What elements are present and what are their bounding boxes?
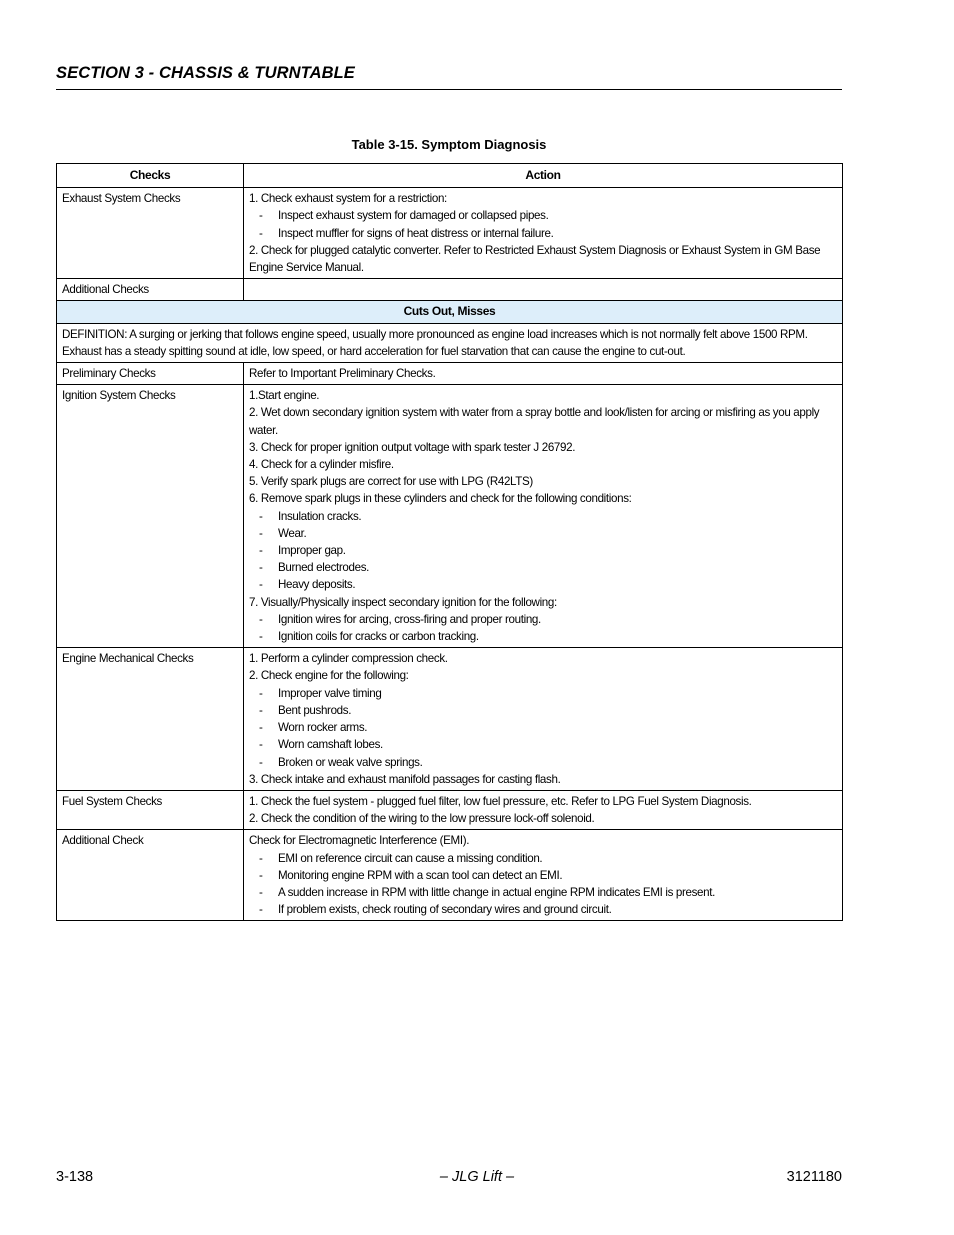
action-subitem: - Improper valve timing	[249, 685, 837, 702]
footer-page-number: 3-138	[56, 1169, 94, 1185]
table-row	[57, 279, 843, 301]
action-step: 2. Check for plugged catalytic converter. Refer to Restricted Exhaust System Diagnosis or Exhaust System in GM Base Engine Service Manual.	[249, 243, 821, 275]
action-subitem: - Heavy deposits.	[249, 576, 837, 593]
section-rule	[56, 89, 842, 90]
action-subitem: - Ignition coils for cracks or carbon tracking.	[249, 628, 837, 645]
check-cell: Exhaust System Checks	[57, 188, 244, 279]
action-subitem: - Burned electrodes.	[249, 559, 837, 576]
action-subitem: - Monitoring engine RPM with a scan tool can detect an EMI.	[249, 867, 837, 884]
section-header: SECTION 3 - CHASSIS & TURNTABLE	[56, 64, 355, 82]
action-subitem: - Inspect muffler for signs of heat distress or internal failure.	[249, 225, 837, 242]
action-subitem: - Worn rocker arms.	[249, 719, 837, 736]
check-cell: Additional Checks	[57, 279, 244, 301]
action-subitem: - A sudden increase in RPM with little change in actual engine RPM indicates EMI is present.	[249, 884, 837, 901]
table-row	[57, 188, 843, 279]
table-body-top	[57, 188, 843, 301]
action-cell	[244, 188, 843, 279]
action-step: 3. Check intake and exhaust manifold passages for casting flash.	[249, 772, 561, 786]
action-step: 2. Check engine for the following:	[249, 669, 409, 683]
action-step: 3. Check for proper ignition output voltage with spark tester J 26792.	[249, 440, 576, 454]
action-subitem: - If problem exists, check routing of secondary wires and ground circuit.	[249, 901, 837, 918]
action-subitem: - Insulation cracks.	[249, 508, 837, 525]
definition-text: DEFINITION: A surging or jerking that follows engine speed, usually more pronounced as engine load increases which is not normally felt above 1500 RPM. Exhaust has a steady spitting sound at idle, low speed, or hard acceleration for fuel starvation that can cause the engine to cut-out.	[57, 323, 843, 362]
col-header-action: Action	[244, 164, 843, 188]
symptom-band-label: Cuts Out, Misses	[57, 301, 843, 323]
action-step: Check for Electromagnetic Interference (EMI).	[249, 834, 470, 848]
action-step: 5. Verify spark plugs are correct for use with LPG (R42LTS)	[249, 475, 533, 489]
symptom-diagnosis-table	[56, 163, 843, 921]
check-cell: Preliminary Checks	[57, 363, 244, 385]
table-header-row	[57, 164, 843, 188]
action-cell	[244, 830, 843, 921]
col-header-checks: Checks	[57, 164, 244, 188]
action-subitem: - Improper gap.	[249, 542, 837, 559]
action-cell	[244, 363, 843, 385]
action-subitem: - Inspect exhaust system for damaged or collapsed pipes.	[249, 207, 837, 224]
action-subitem: - Bent pushrods.	[249, 702, 837, 719]
footer-brand: – JLG Lift –	[439, 1169, 515, 1185]
action-cell	[244, 648, 843, 791]
action-subitem: - EMI on reference circuit can cause a missing condition.	[249, 850, 837, 867]
table-body-band	[57, 301, 843, 363]
check-cell: Fuel System Checks	[57, 790, 244, 829]
table-body-bottom	[57, 363, 843, 921]
table-row	[57, 363, 843, 385]
table-title: Table 3-15. Symptom Diagnosis	[351, 137, 547, 152]
action-step: 4. Check for a cylinder misfire.	[249, 458, 394, 472]
action-step: 1. Check the fuel system - plugged fuel filter, low fuel pressure, etc. Refer to LPG Fuel System Diagnosis.	[249, 794, 752, 808]
check-cell: Ignition System Checks	[57, 385, 244, 648]
check-cell: Engine Mechanical Checks	[57, 648, 244, 791]
action-subitem: - Worn camshaft lobes.	[249, 736, 837, 753]
action-step: Refer to Important Preliminary Checks.	[249, 367, 436, 381]
table-row	[57, 648, 843, 791]
action-step: 2. Wet down secondary ignition system with water from a spray bottle and look/listen for arcing or misfiring as you apply water.	[249, 406, 820, 437]
action-cell	[244, 790, 843, 829]
action-cell	[244, 385, 843, 648]
action-step: 1. Perform a cylinder compression check.	[249, 652, 448, 666]
table-row	[57, 830, 843, 921]
action-step: 6. Remove spark plugs in these cylinders and check for the following conditions:	[249, 492, 632, 506]
action-step: 1. Check exhaust system for a restriction:	[249, 192, 447, 206]
footer-doc-number: 3121180	[786, 1169, 842, 1185]
definition-row	[57, 323, 843, 362]
check-cell: Additional Check	[57, 830, 244, 921]
action-subitem: - Wear.	[249, 525, 837, 542]
action-cell	[244, 279, 843, 301]
table-row	[57, 790, 843, 829]
action-subitem: - Broken or weak valve springs.	[249, 754, 837, 771]
action-step: 7. Visually/Physically inspect secondary ignition for the following:	[249, 595, 557, 609]
action-subitem: - Ignition wires for arcing, cross-firing and proper routing.	[249, 611, 837, 628]
action-step: 1.Start engine.	[249, 389, 320, 403]
action-step: 2. Check the condition of the wiring to the low pressure lock-off solenoid.	[249, 812, 595, 826]
symptom-band-row	[57, 301, 843, 323]
table-row	[57, 385, 843, 648]
